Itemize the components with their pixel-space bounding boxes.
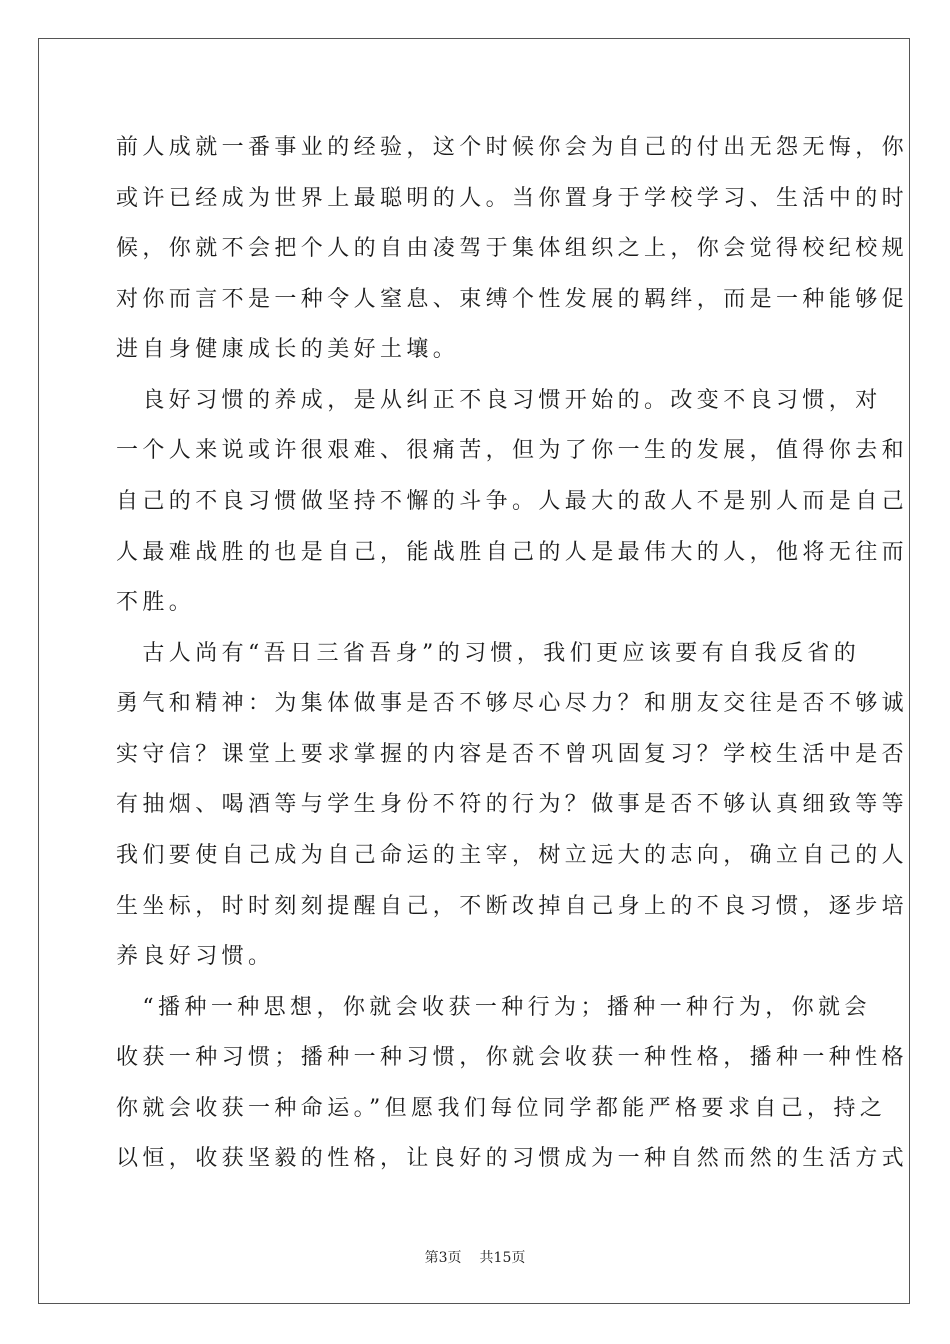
- text-line: 养良好习惯。: [116, 944, 275, 969]
- text-line: 勇气和精神：为集体做事是否不够尽心尽力？和朋友交往是否不够诚: [116, 691, 909, 716]
- text-line: 自己的不良习惯做坚持不懈的斗争。人最大的敌人不是别人而是自己: [116, 489, 909, 514]
- text-line: 或许已经成为世界上最聪明的人。当你置身于学校学习、生活中的时: [116, 186, 909, 211]
- text-line: 候，你就不会把个人的自由凌驾于集体组织之上，你会觉得校纪校规: [116, 236, 909, 261]
- page-number-current: 第3页: [424, 1250, 462, 1266]
- text-line: 一个人来说或许很艰难、很痛苦，但为了你一生的发展，值得你去和: [116, 438, 909, 463]
- page-footer: [0, 1248, 950, 1268]
- text-line: 人最难战胜的也是自己，能战胜自己的人是最伟大的人，他将无往而: [116, 540, 909, 565]
- text-line: 进自身健康成长的美好土壤。: [116, 337, 460, 362]
- text-line: 良好习惯的养成，是从纠正不良习惯开始的。改变不良习惯，对: [116, 388, 882, 413]
- text-line: 你就会收获一种命运。”但愿我们每位同学都能严格要求自己，持之: [116, 1096, 887, 1121]
- text-line: “播种一种思想，你就会收获一种行为；播种一种行为，你就会: [116, 995, 871, 1020]
- text-line: 前人成就一番事业的经验，这个时候你会为自己的付出无怨无悔，你: [116, 135, 909, 160]
- page-number-total: 共15页: [479, 1250, 526, 1266]
- text-line: 对你而言不是一种令人窒息、束缚个性发展的羁绊，而是一种能够促: [116, 287, 909, 312]
- text-line: 实守信？课堂上要求掌握的内容是否不曾巩固复习？学校生活中是否: [116, 742, 909, 767]
- text-line: 以恒，收获坚毅的性格，让良好的习惯成为一种自然而然的生活方式: [116, 1146, 909, 1171]
- text-line: 生坐标，时时刻刻提醒自己，不断改掉自己身上的不良习惯，逐步培: [116, 894, 909, 919]
- text-line: 古人尚有“吾日三省吾身”的习惯，我们更应该要有自我反省的: [116, 641, 861, 666]
- text-line: 有抽烟、喝酒等与学生身份不符的行为？做事是否不够认真细致等等: [116, 792, 909, 817]
- text-line: 我们要使自己成为自己命运的主宰，树立远大的志向，确立自己的人: [116, 843, 909, 868]
- text-line: 不胜。: [116, 590, 196, 615]
- text-line: 收获一种习惯；播种一种习惯，你就会收获一种性格，播种一种性格: [116, 1045, 909, 1070]
